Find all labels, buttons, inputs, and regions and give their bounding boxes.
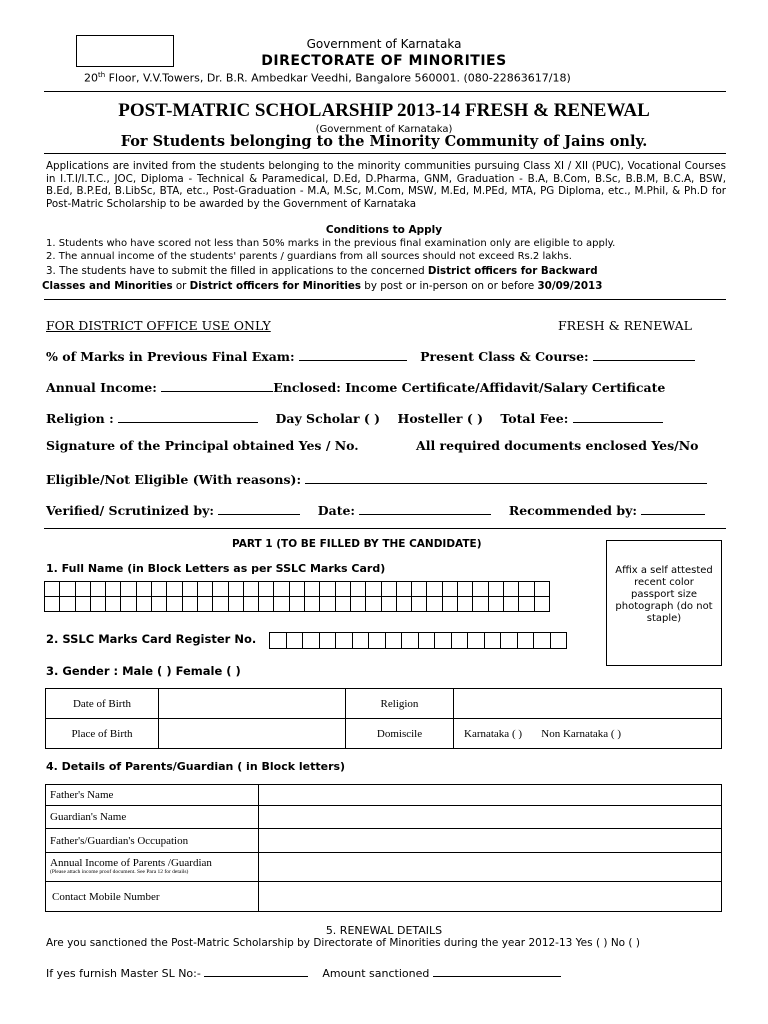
name-box-row-1[interactable] [45,581,550,597]
amount-sanctioned-label: Amount sanctioned [322,967,430,980]
sslc-boxes[interactable] [270,632,567,649]
religion-row [46,410,663,426]
renewal-heading: 5. RENEWAL DETAILS [325,924,443,937]
verified-label: Verified/ Scrutinized by: [46,503,214,518]
birth-details-table [45,688,722,749]
present-class-field[interactable] [593,348,695,361]
renewal-question[interactable]: Are you sanctioned the Post-Matric Scholarship by Directorate of Minorities during the year 2012-13 Yes ( ) No ( ) [46,937,640,949]
sslc-label: 2. SSLC Marks Card Register No. [46,632,257,646]
verified-field[interactable] [218,502,300,515]
name-box-row-2[interactable] [45,596,550,612]
part1-heading: PART 1 (TO BE FILLED BY THE CANDIDATE) [232,538,482,550]
documents-enclosed-label: All required documents enclosed Yes/No [416,438,699,453]
parent-income-field[interactable] [259,853,722,882]
header-rule [44,91,726,92]
office-use-heading: FOR DISTRICT OFFICE USE ONLY [46,318,271,333]
occupation-label: Father's/Guardian's Occupation [46,829,259,853]
religion-cell-field[interactable] [454,689,722,719]
marks-label: % of Marks in Previous Final Exam: [46,349,295,364]
verified-row [46,502,705,518]
present-class-label: Present Class & Course: [420,349,589,364]
amount-sanctioned-field[interactable] [433,964,561,977]
eligible-field[interactable] [305,471,707,484]
domicile-options[interactable] [454,719,722,749]
day-scholar-option[interactable]: Day Scholar ( ) [275,411,381,426]
date-label: Date: [317,503,356,518]
dob-field[interactable] [159,689,346,719]
total-fee-field[interactable] [573,410,663,423]
mobile-field[interactable] [259,882,722,912]
marks-row [46,348,695,364]
principal-signature-label: Signature of the Principal obtained Yes / No. [46,438,359,453]
address-line [84,71,571,85]
conditions-heading: Conditions to Apply [325,224,443,236]
karnataka-option[interactable]: Karnataka ( ) [464,727,523,740]
condition-3 [42,264,726,294]
address-sup: th [98,71,106,79]
condition-3-c: Classes and Minorities [42,280,173,292]
form-subtitle: For Students belonging to the Minority Community of Jains only. [120,133,648,150]
master-sl-field[interactable] [204,964,308,977]
religion-cell-label: Religion [346,689,454,719]
intro-paragraph: Applications are invited from the students belonging to the minority communities pursuing Class XI / XII (PUC), Vocational Courses in I.T.I/I.T.C., JOC, Diploma - Technical & Paramedical, D.Ed, D.Pharma, GNM, Graduation - B.A, B.Com, B.Sc, B.B.M, B.C.A, BSW, B.Ed, B.P.Ed, B.LibSc, BTA, etc., Post-Graduation - M.A, M.Sc, M.Com, MSW, M.Ed, M.PEd, MTA, PG Diploma, etc., M.Phil, & Ph.D for Post-Matric Scholarship to be awarded by the Government of Karnataka [46,160,726,210]
subtitle-rule [44,153,726,154]
pob-field[interactable] [159,719,346,749]
principal-row [46,438,359,453]
eligible-row [46,471,707,487]
documents-row [416,438,698,453]
domicile-label: Domiscile [346,719,454,749]
parent-income-note: (Please attach income proof document. See Para 12 for details) [50,869,189,875]
annual-income-label: Annual Income: [46,380,157,395]
occupation-field[interactable] [259,829,722,853]
condition-3-g: 30/09/2013 [537,280,603,292]
photo-instructions: Affix a self attested recent color passport size photograph (do not staple) [615,565,713,624]
photo-box[interactable] [606,540,722,666]
religion-field[interactable] [118,410,258,423]
sslc-box-row[interactable] [270,632,567,649]
condition-3-e: District officers for Minorities [189,280,362,292]
office-rule [44,528,726,529]
form-title: POST-MATRIC SCHOLARSHIP 2013-14 FRESH & RENEWAL [118,100,650,121]
parent-income-label: Annual Income of Parents /Guardian [50,857,212,869]
religion-label: Religion : [46,411,114,426]
income-row [46,379,665,395]
condition-3-d: or [172,280,190,292]
pob-label: Place of Birth [46,719,159,749]
eligible-label: Eligible/Not Eligible (With reasons): [46,472,302,487]
annual-income-field[interactable] [161,379,273,392]
condition-3-f: by post or in-person on or before [361,280,538,292]
parent-income-cell [46,853,259,882]
enclosed-label: Enclosed: Income Certificate/Affidavit/Salary Certificate [273,380,666,395]
condition-1: 1. Students who have scored not less than 50% marks in the previous final examination only are eligible to apply. [46,238,616,249]
parents-table [45,784,722,912]
directorate-title: DIRECTORATE OF MINORITIES [261,53,507,69]
parents-heading: 4. Details of Parents/Guardian ( in Block letters) [46,760,346,773]
fresh-renewal-label: FRESH & RENEWAL [558,318,692,333]
date-field[interactable] [359,502,491,515]
non-karnataka-option[interactable]: Non Karnataka ( ) [541,727,621,740]
marks-field[interactable] [299,348,407,361]
hosteller-option[interactable]: Hosteller ( ) [397,411,483,426]
conditions-rule [44,299,726,300]
condition-2: 2. The annual income of the students' parents / guardians from all sources should not exceed Rs.2 lakhs. [46,251,572,262]
full-name-label: 1. Full Name (in Block Letters as per SSLC Marks Card) [46,562,386,575]
father-name-field[interactable] [259,785,722,806]
full-name-boxes[interactable] [45,581,550,612]
total-fee-label: Total Fee: [500,411,569,426]
renewal-row [46,964,561,980]
father-name-label: Father's Name [46,785,259,806]
recommended-label: Recommended by: [508,503,637,518]
gender-label[interactable]: 3. Gender : Male ( ) Female ( ) [46,664,241,678]
mobile-label: Contact Mobile Number [46,882,259,912]
guardian-name-label: Guardian's Name [46,806,259,829]
address-floor: 20 [84,71,98,85]
condition-3-a: 3. The students have to submit the filled in applications to the concerned [46,265,428,277]
recommended-field[interactable] [641,502,705,515]
condition-3-b: District officers for Backward [427,265,598,277]
master-sl-label: If yes furnish Master SL No:- [46,967,201,980]
govt-line: Government of Karnataka [306,37,462,51]
guardian-name-field[interactable] [259,806,722,829]
govt-subline: (Government of Karnataka) [315,124,453,135]
address-rest: Floor, V.V.Towers, Dr. B.R. Ambedkar Veedhi, Bangalore 560001. (080-22863617/18) [105,71,571,85]
dob-label: Date of Birth [46,689,159,719]
